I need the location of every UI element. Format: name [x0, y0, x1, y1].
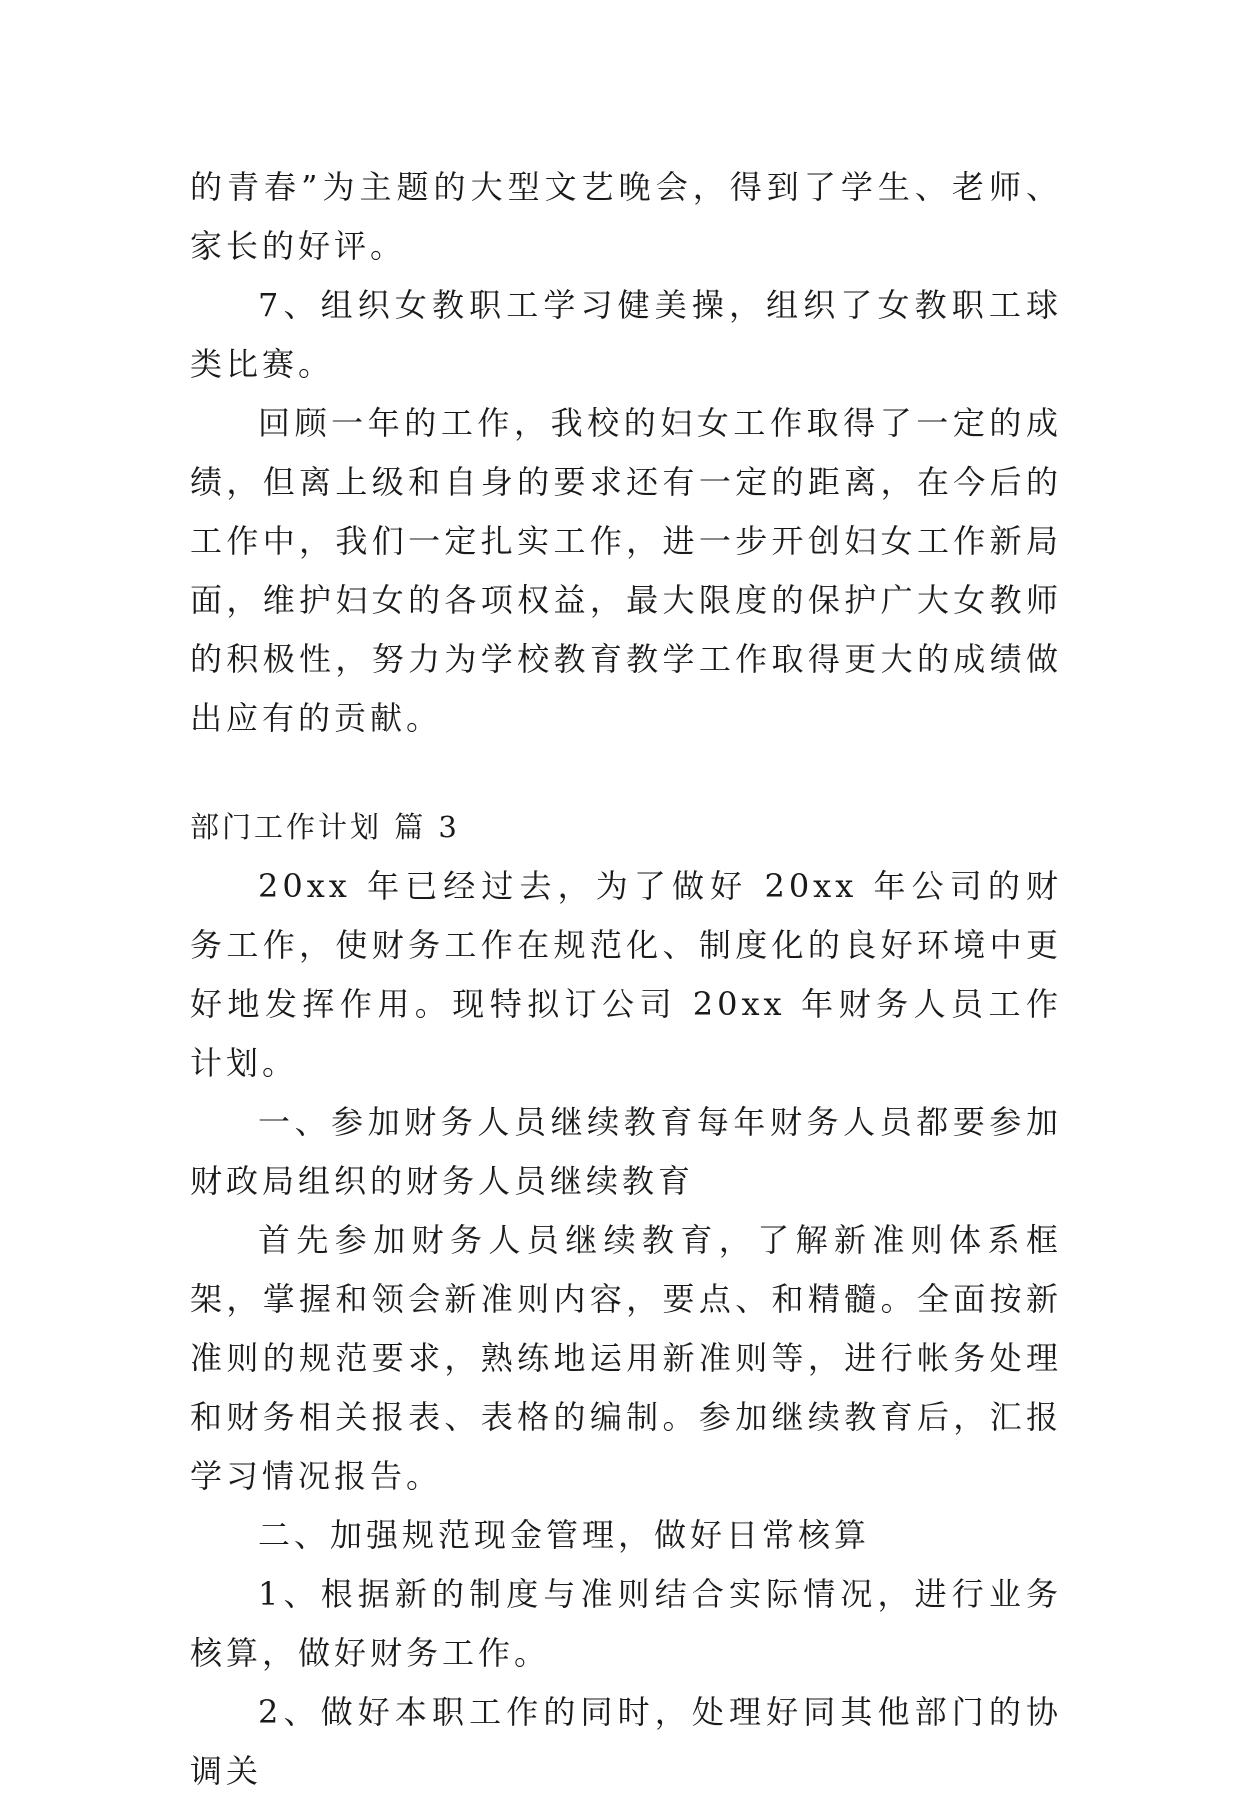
paragraph-point-2: 二、加强规范现金管理，做好日常核算 [258, 1516, 871, 1554]
paragraph-review: 回顾一年的工作，我校的妇女工作取得了一定的成绩，但离上级和自身的要求还有一定的距离，在今后的工作中，我们一定扎实工作，进一步开创妇女工作新局面，维护妇女的各项权益，最大限度的保护广大女教师的积极性，努力为学校教育教学工作取得更大的成绩做出应有的贡献。 [190, 404, 1062, 737]
section-heading: 部门工作计划 篇 3 [190, 810, 460, 844]
paragraph-subpoint-2: 2、做好本职工作的同时，处理好同其他部门的协调关 [190, 1693, 1062, 1790]
document-body [190, 158, 1062, 1801]
paragraph-intro: 20xx 年已经过去，为了做好 20xx 年公司的财务工作，使财务工作在规范化、制度化的良好环境中更好地发挥作用。现特拟订公司 20xx 年财务人员工作计划。 [190, 867, 1062, 1082]
paragraph-continuation: 的青春”为主题的大型文艺晚会，得到了学生、老师、家长的好评。 [190, 168, 1062, 265]
paragraph-item-7: 7、组织女教职工学习健美操，组织了女教职工球类比赛。 [190, 286, 1062, 383]
section-gap [190, 748, 1062, 798]
paragraph-subpoint-1: 1、根据新的制度与准则结合实际情况，进行业务核算，做好财务工作。 [190, 1575, 1062, 1672]
paragraph-education: 首先参加财务人员继续教育，了解新准则体系框架，掌握和领会新准则内容，要点、和精髓。全面按新准则的规范要求，熟练地运用新准则等，进行帐务处理和财务相关报表、表格的编制。参加继续教育后，汇报学习情况报告。 [190, 1221, 1062, 1495]
paragraph-point-1: 一、参加财务人员继续教育每年财务人员都要参加财政局组织的财务人员继续教育 [190, 1103, 1062, 1200]
